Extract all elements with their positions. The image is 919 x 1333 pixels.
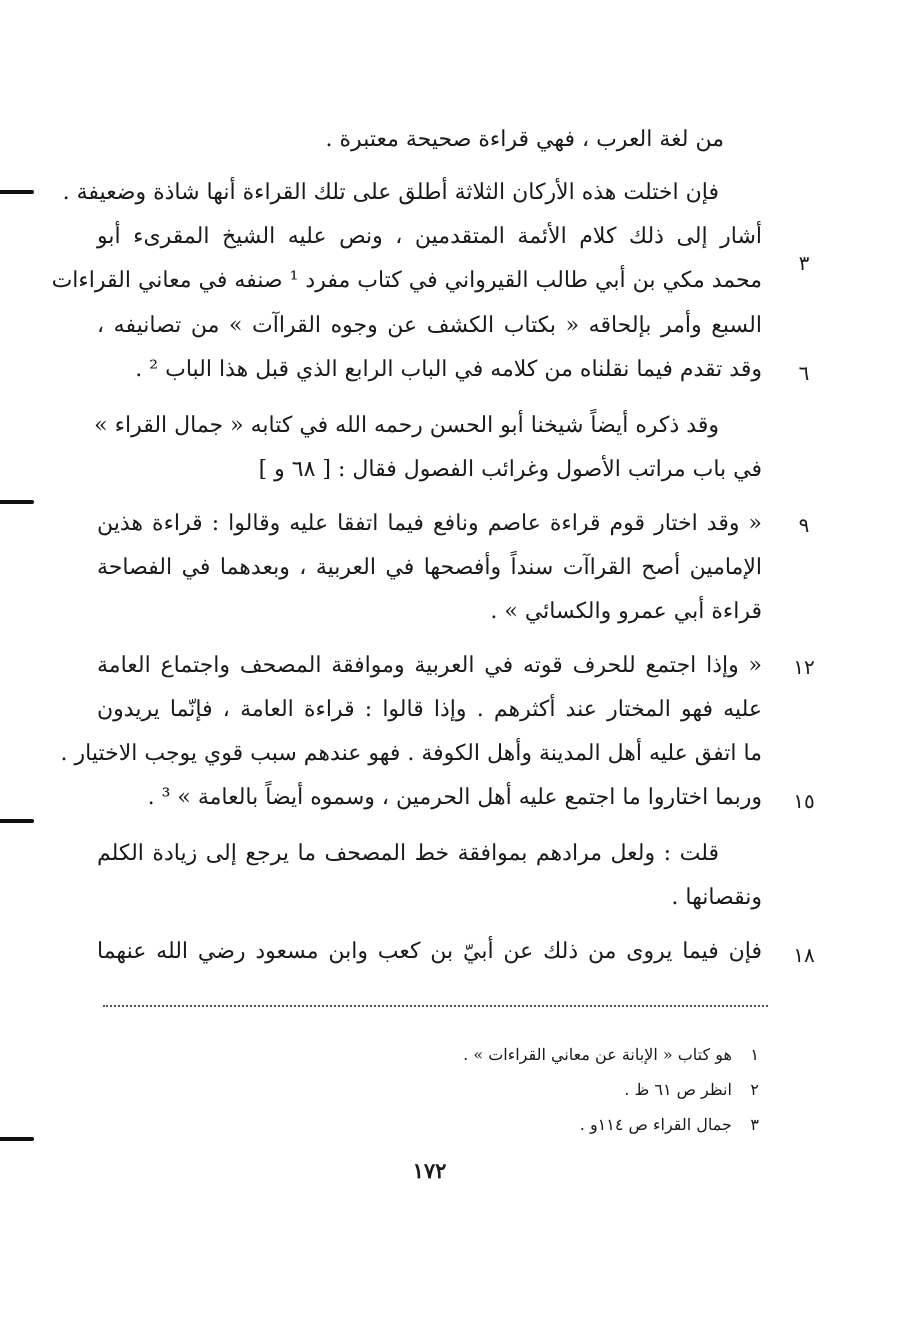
- binding-mark: [0, 1137, 34, 1141]
- footnote: [99, 1113, 759, 1137]
- binding-mark: [0, 190, 34, 194]
- text-line: في باب مراتب الأصول وغرائب الفصول فقال : [ ٦٨ و ]: [258, 457, 762, 482]
- text-line: السبع وأمر بإلحاقه « بكتاب الكشف عن وجوه القراآت » من تصانيفه ،: [97, 313, 762, 338]
- text-line: من لغة العرب ، فهي قراءة صحيحة معتبرة .: [325, 127, 724, 152]
- text-line: وربما اختاروا ما اجتمع عليه أهل الحرمين ، وسموه أيضاً بالعامة » ³ .: [147, 785, 762, 810]
- footnote-number: ١: [750, 1045, 759, 1064]
- footnote: [99, 1043, 759, 1067]
- text-line: أشار إلى ذلك كلام الأئمة المتقدمين ، ونص عليه الشيخ المقرىء أبو: [97, 224, 762, 249]
- text-line: الإمامين أصح القراآت سنداً وأفصحها في العربية ، وبعدهما في الفصاحة: [97, 555, 762, 580]
- footnote-number: ٢: [750, 1080, 759, 1099]
- footnote-text: جمال القراء ص ١١٤و .: [579, 1115, 732, 1134]
- text-line: عليه فهو المختار عند أكثرهم . وإذا قالوا : قراءة العامة ، فإنّما يريدون: [97, 697, 762, 722]
- line-number: ٦: [798, 361, 810, 385]
- binding-mark: [0, 500, 34, 504]
- line-number: ١٥: [793, 789, 815, 813]
- text-line: قلت : ولعل مرادهم بموافقة خط المصحف ما يرجع إلى زيادة الكلم: [97, 841, 719, 866]
- text-line: ما اتفق عليه أهل المدينة وأهل الكوفة . فهو عندهم سبب قوي يوجب الاختيار .: [60, 741, 762, 766]
- text-line: وقد ذكره أيضاً شيخنا أبو الحسن رحمه الله في كتابه « جمال القراء »: [94, 413, 719, 438]
- text-line: « وقد اختار قوم قراءة عاصم ونافع فيما اتفقا عليه وقالوا : قراءة هذين: [97, 511, 762, 536]
- text-line: وقد تقدم فيما نقلناه من كلامه في الباب الرابع الذي قبل هذا الباب ² .: [135, 357, 762, 382]
- footnote: [99, 1078, 759, 1102]
- text-line: قراءة أبي عمرو والكسائي » .: [490, 599, 762, 624]
- page-number: ١٧٢: [412, 1158, 447, 1183]
- text-line: فإن فيما يروى من ذلك عن أبيّ بن كعب وابن مسعود رضي الله عنهما: [97, 939, 762, 964]
- binding-mark: [0, 819, 34, 823]
- text-line: فإن اختلت هذه الأركان الثلاثة أطلق على تلك القراءة أنها شاذة وضعيفة .: [62, 180, 719, 205]
- footnote-separator: [103, 1005, 768, 1007]
- line-number: ١٨: [793, 943, 815, 967]
- line-number: ٩: [798, 513, 810, 537]
- text-line: ونقصانها .: [671, 885, 762, 910]
- footnote-text: هو كتاب « الإبانة عن معاني القراءات » .: [463, 1045, 732, 1064]
- line-number: ١٢: [793, 655, 815, 679]
- text-line: محمد مكي بن أبي طالب القيرواني في كتاب مفرد ¹ صنفه في معاني القراءات: [51, 268, 762, 293]
- footnote-number: ٣: [750, 1115, 759, 1134]
- text-line: « وإذا اجتمع للحرف قوته في العربية وموافقة المصحف واجتماع العامة: [97, 653, 762, 678]
- footnote-text: انظر ص ٦١ ظ .: [624, 1080, 732, 1099]
- line-number: ٣: [798, 251, 810, 275]
